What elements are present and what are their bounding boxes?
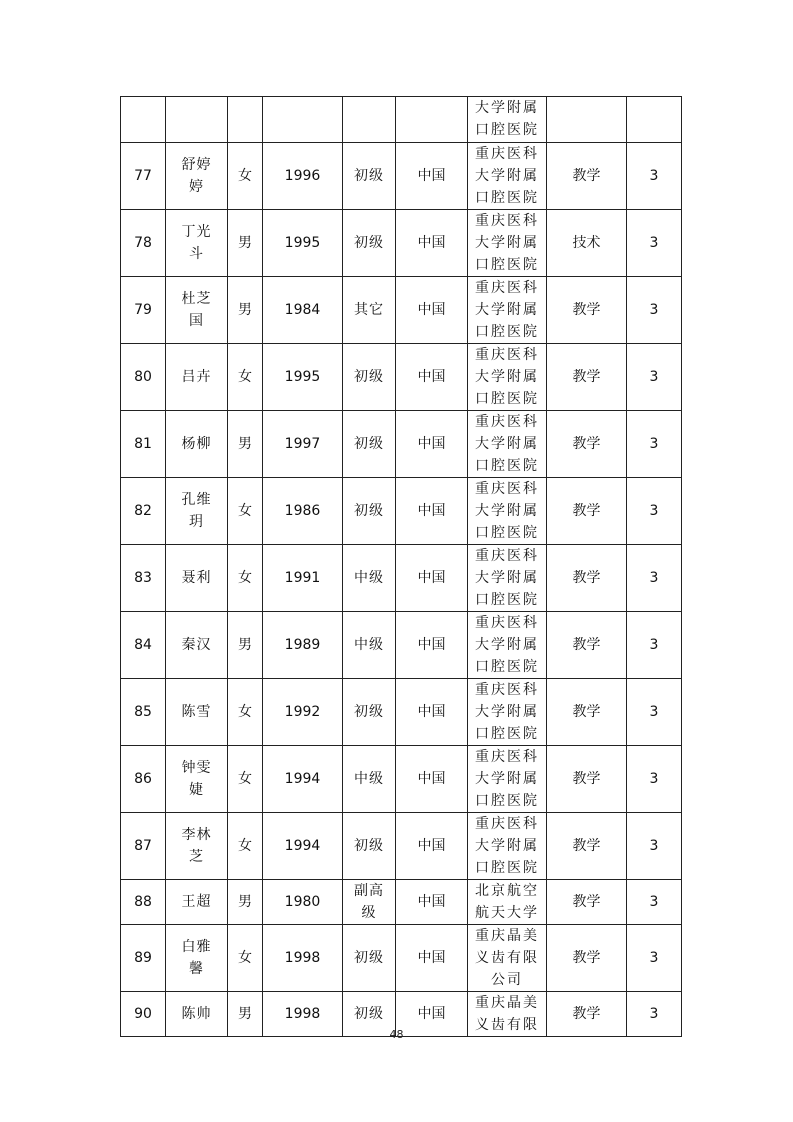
- professional-title-cell: [343, 545, 396, 612]
- row-number: 82: [134, 503, 152, 519]
- table-row: [121, 97, 682, 143]
- score: 3: [649, 168, 659, 184]
- row-number-cell: [121, 679, 166, 746]
- professional-title-cell: [343, 344, 396, 411]
- person-name-cell: [166, 612, 228, 679]
- score-cell: [627, 612, 682, 679]
- row-number: 88: [134, 894, 152, 910]
- score-cell: [627, 679, 682, 746]
- country-cell: [396, 210, 468, 277]
- birth-year: 1994: [284, 838, 321, 854]
- birth-year: 1995: [284, 369, 321, 385]
- person-name: 白雅馨: [181, 939, 212, 977]
- table-row: [121, 813, 682, 880]
- work-type-cell: [547, 925, 627, 992]
- professional-title-cell: [343, 277, 396, 344]
- gender-cell: [228, 545, 263, 612]
- country: 中国: [417, 503, 446, 519]
- table-row: [121, 746, 682, 813]
- country: 中国: [417, 637, 446, 653]
- organization-cell: [468, 411, 547, 478]
- work-type-cell: [547, 545, 627, 612]
- gender-cell: [228, 813, 263, 880]
- row-number: 81: [134, 436, 152, 452]
- row-number-cell: [121, 612, 166, 679]
- score: 3: [649, 302, 659, 318]
- professional-title: 初级: [354, 168, 384, 184]
- birth-year: 1994: [284, 771, 321, 787]
- person-name-cell: [166, 880, 228, 925]
- person-name-cell: [166, 210, 228, 277]
- table-row: [121, 143, 682, 210]
- work-type: 教学: [572, 1006, 601, 1022]
- table-row: [121, 344, 682, 411]
- work-type: 教学: [572, 637, 601, 653]
- row-number: 78: [134, 235, 152, 251]
- birth-year: 1995: [284, 235, 321, 251]
- row-number: 86: [134, 771, 152, 787]
- score-cell: [627, 545, 682, 612]
- organization-cell: [468, 344, 547, 411]
- organization-cell: [468, 277, 547, 344]
- professional-title: 初级: [354, 1006, 384, 1022]
- score: 3: [649, 369, 659, 385]
- gender-cell: [228, 210, 263, 277]
- person-name: 杨柳: [181, 436, 212, 452]
- person-name-cell: [166, 679, 228, 746]
- professional-title-cell: [343, 813, 396, 880]
- score: 3: [649, 637, 659, 653]
- professional-title-cell: [343, 97, 396, 143]
- score: 3: [649, 838, 659, 854]
- birth-year-cell: [263, 545, 343, 612]
- score-cell: [627, 143, 682, 210]
- row-number-cell: [121, 344, 166, 411]
- professional-title: 副高级: [354, 883, 384, 921]
- work-type: 教学: [572, 503, 601, 519]
- score-cell: [627, 97, 682, 143]
- work-type-cell: [547, 478, 627, 545]
- work-type-cell: [547, 746, 627, 813]
- professional-title-cell: [343, 411, 396, 478]
- work-type: 教学: [572, 838, 601, 854]
- gender-cell: [228, 344, 263, 411]
- birth-year-cell: [263, 97, 343, 143]
- gender-cell: [228, 746, 263, 813]
- country: 中国: [417, 235, 446, 251]
- person-name: 聂利: [181, 570, 212, 586]
- row-number-cell: [121, 813, 166, 880]
- organization: 北京航空航天大学: [475, 883, 539, 921]
- birth-year: 1996: [284, 168, 321, 184]
- person-name-cell: [166, 344, 228, 411]
- score-cell: [627, 813, 682, 880]
- score: 3: [649, 570, 659, 586]
- person-name-cell: [166, 545, 228, 612]
- score-cell: [627, 344, 682, 411]
- table-row: [121, 925, 682, 992]
- birth-year-cell: [263, 813, 343, 880]
- row-number-cell: [121, 210, 166, 277]
- score: 3: [649, 235, 659, 251]
- work-type-cell: [547, 411, 627, 478]
- staff-table: [120, 96, 682, 1037]
- gender: 女: [238, 704, 252, 720]
- professional-title: 初级: [354, 436, 384, 452]
- country: 中国: [417, 950, 446, 966]
- person-name-cell: [166, 143, 228, 210]
- work-type-cell: [547, 612, 627, 679]
- country: 中国: [417, 436, 446, 452]
- work-type: 教学: [572, 369, 601, 385]
- country: 中国: [417, 771, 446, 787]
- row-number-cell: [121, 97, 166, 143]
- professional-title: 中级: [354, 771, 384, 787]
- person-name: 李林芝: [181, 827, 212, 865]
- row-number: 84: [134, 637, 152, 653]
- work-type-cell: [547, 679, 627, 746]
- work-type: 教学: [572, 704, 601, 720]
- score: 3: [649, 894, 659, 910]
- country-cell: [396, 97, 468, 143]
- organization: 重庆医科大学附属口腔医院: [475, 481, 539, 541]
- birth-year-cell: [263, 277, 343, 344]
- organization-cell: [468, 813, 547, 880]
- row-number: 85: [134, 704, 152, 720]
- gender: 男: [238, 894, 252, 910]
- country: 中国: [417, 570, 446, 586]
- professional-title: 初级: [354, 369, 384, 385]
- person-name: 孔维玥: [181, 492, 212, 530]
- row-number-cell: [121, 880, 166, 925]
- birth-year: 1998: [284, 950, 321, 966]
- gender: 女: [238, 168, 252, 184]
- gender: 女: [238, 771, 252, 787]
- row-number-cell: [121, 746, 166, 813]
- birth-year: 1986: [284, 503, 321, 519]
- work-type-cell: [547, 813, 627, 880]
- person-name: 舒婷婷: [181, 157, 212, 195]
- person-name: 钟雯婕: [181, 760, 212, 798]
- score: 3: [649, 436, 659, 452]
- table-row: [121, 545, 682, 612]
- organization: 重庆医科大学附属口腔医院: [475, 682, 539, 742]
- person-name-cell: [166, 925, 228, 992]
- birth-year-cell: [263, 746, 343, 813]
- row-number: 77: [134, 168, 152, 184]
- organization: 重庆医科大学附属口腔医院: [475, 548, 539, 608]
- birth-year-cell: [263, 411, 343, 478]
- score: 3: [649, 771, 659, 787]
- birth-year-cell: [263, 143, 343, 210]
- organization-cell: [468, 210, 547, 277]
- table-row: [121, 411, 682, 478]
- professional-title-cell: [343, 210, 396, 277]
- birth-year-cell: [263, 679, 343, 746]
- score-cell: [627, 478, 682, 545]
- birth-year-cell: [263, 210, 343, 277]
- country: 中国: [417, 704, 446, 720]
- organization: 重庆医科大学附属口腔医院: [475, 146, 539, 206]
- gender: 男: [238, 235, 252, 251]
- birth-year: 1989: [284, 637, 321, 653]
- gender: 女: [238, 503, 252, 519]
- score-cell: [627, 277, 682, 344]
- work-type-cell: [547, 880, 627, 925]
- gender: 男: [238, 436, 252, 452]
- row-number: 83: [134, 570, 152, 586]
- gender-cell: [228, 411, 263, 478]
- professional-title: 中级: [354, 570, 384, 586]
- organization: 重庆医科大学附属口腔医院: [475, 280, 539, 340]
- work-type: 教学: [572, 570, 601, 586]
- score: 3: [649, 704, 659, 720]
- work-type: 教学: [572, 302, 601, 318]
- gender: 女: [238, 570, 252, 586]
- page-number: 48: [389, 1028, 404, 1041]
- gender: 女: [238, 838, 252, 854]
- birth-year: 1997: [284, 436, 321, 452]
- gender: 男: [238, 302, 252, 318]
- row-number-cell: [121, 545, 166, 612]
- country: 中国: [417, 369, 446, 385]
- organization: 重庆医科大学附属口腔医院: [475, 213, 539, 273]
- gender-cell: [228, 97, 263, 143]
- work-type-cell: [547, 277, 627, 344]
- row-number-cell: [121, 925, 166, 992]
- row-number-cell: [121, 478, 166, 545]
- person-name-cell: [166, 478, 228, 545]
- birth-year: 1980: [284, 894, 321, 910]
- row-number: 79: [134, 302, 152, 318]
- country-cell: [396, 143, 468, 210]
- gender: 女: [238, 369, 252, 385]
- country: 中国: [417, 168, 446, 184]
- person-name: 王超: [181, 894, 212, 910]
- table-row: [121, 880, 682, 925]
- birth-year: 1984: [284, 302, 321, 318]
- professional-title-cell: [343, 880, 396, 925]
- table-row: [121, 612, 682, 679]
- country-cell: [396, 344, 468, 411]
- professional-title-cell: [343, 925, 396, 992]
- row-number: 89: [134, 950, 152, 966]
- table-row: [121, 277, 682, 344]
- country-cell: [396, 411, 468, 478]
- row-number: 87: [134, 838, 152, 854]
- professional-title-cell: [343, 746, 396, 813]
- professional-title: 初级: [354, 503, 384, 519]
- work-type: 教学: [572, 950, 601, 966]
- organization-cell: [468, 925, 547, 992]
- country-cell: [396, 478, 468, 545]
- row-number-cell: [121, 143, 166, 210]
- score-cell: [627, 411, 682, 478]
- organization-cell: [468, 97, 547, 143]
- professional-title-cell: [343, 478, 396, 545]
- person-name-cell: [166, 746, 228, 813]
- person-name-cell: [166, 411, 228, 478]
- row-number: 80: [134, 369, 152, 385]
- row-number: 90: [134, 1006, 152, 1022]
- organization-cell: [468, 478, 547, 545]
- person-name-cell: [166, 813, 228, 880]
- birth-year: 1991: [284, 570, 321, 586]
- work-type-cell: [547, 143, 627, 210]
- organization-cell: [468, 746, 547, 813]
- organization: 重庆晶美义齿有限: [475, 995, 539, 1033]
- organization-cell: [468, 545, 547, 612]
- work-type: 教学: [572, 436, 601, 452]
- birth-year-cell: [263, 612, 343, 679]
- birth-year: 1992: [284, 704, 321, 720]
- professional-title: 初级: [354, 235, 384, 251]
- birth-year-cell: [263, 478, 343, 545]
- country: 中国: [417, 302, 446, 318]
- work-type: 技术: [572, 235, 601, 251]
- work-type: 教学: [572, 771, 601, 787]
- gender: 男: [238, 637, 252, 653]
- professional-title-cell: [343, 143, 396, 210]
- professional-title: 其它: [354, 302, 384, 318]
- person-name-cell: [166, 277, 228, 344]
- gender-cell: [228, 612, 263, 679]
- gender-cell: [228, 880, 263, 925]
- professional-title: 初级: [354, 838, 384, 854]
- row-number-cell: [121, 411, 166, 478]
- gender-cell: [228, 143, 263, 210]
- country-cell: [396, 277, 468, 344]
- country: 中国: [417, 894, 446, 910]
- person-name: 陈雪: [181, 704, 212, 720]
- work-type: 教学: [572, 894, 601, 910]
- person-name: 陈帅: [181, 1006, 212, 1022]
- score-cell: [627, 210, 682, 277]
- organization: 重庆医科大学附属口腔医院: [475, 414, 539, 474]
- score-cell: [627, 925, 682, 992]
- organization-cell: [468, 880, 547, 925]
- work-type-cell: [547, 210, 627, 277]
- table-row: [121, 478, 682, 545]
- professional-title: 中级: [354, 637, 384, 653]
- professional-title-cell: [343, 612, 396, 679]
- gender-cell: [228, 478, 263, 545]
- organization: 重庆晶美义齿有限公司: [475, 928, 539, 988]
- table-body: [121, 97, 682, 1037]
- country-cell: [396, 746, 468, 813]
- country: 中国: [417, 838, 446, 854]
- table-row: [121, 210, 682, 277]
- birth-year: 1998: [284, 1006, 321, 1022]
- organization: 重庆医科大学附属口腔医院: [475, 816, 539, 876]
- score: 3: [649, 503, 659, 519]
- country-cell: [396, 925, 468, 992]
- country: 中国: [417, 1006, 446, 1022]
- country-cell: [396, 679, 468, 746]
- gender-cell: [228, 925, 263, 992]
- professional-title: 初级: [354, 704, 384, 720]
- row-number-cell: [121, 277, 166, 344]
- country-cell: [396, 612, 468, 679]
- organization: 大学附属口腔医院: [475, 99, 539, 138]
- person-name: 吕卉: [181, 369, 212, 385]
- organization-cell: [468, 143, 547, 210]
- work-type-cell: [547, 97, 627, 143]
- country-cell: [396, 813, 468, 880]
- birth-year-cell: [263, 880, 343, 925]
- person-name: 杜芝国: [181, 291, 212, 329]
- professional-title: 初级: [354, 950, 384, 966]
- gender-cell: [228, 679, 263, 746]
- person-name-cell: [166, 97, 228, 143]
- country-cell: [396, 880, 468, 925]
- birth-year-cell: [263, 344, 343, 411]
- person-name: 秦汉: [181, 637, 212, 653]
- organization: 重庆医科大学附属口腔医院: [475, 749, 539, 809]
- work-type-cell: [547, 344, 627, 411]
- gender: 男: [238, 1006, 252, 1022]
- score-cell: [627, 880, 682, 925]
- organization-cell: [468, 679, 547, 746]
- score: 3: [649, 1006, 659, 1022]
- score: 3: [649, 950, 659, 966]
- work-type: 教学: [572, 168, 601, 184]
- organization: 重庆医科大学附属口腔医院: [475, 347, 539, 407]
- person-name: 丁光斗: [181, 224, 212, 262]
- organization-cell: [468, 612, 547, 679]
- birth-year-cell: [263, 925, 343, 992]
- professional-title-cell: [343, 679, 396, 746]
- country-cell: [396, 545, 468, 612]
- score-cell: [627, 746, 682, 813]
- gender-cell: [228, 277, 263, 344]
- table-row: [121, 679, 682, 746]
- organization: 重庆医科大学附属口腔医院: [475, 615, 539, 675]
- gender: 女: [238, 950, 252, 966]
